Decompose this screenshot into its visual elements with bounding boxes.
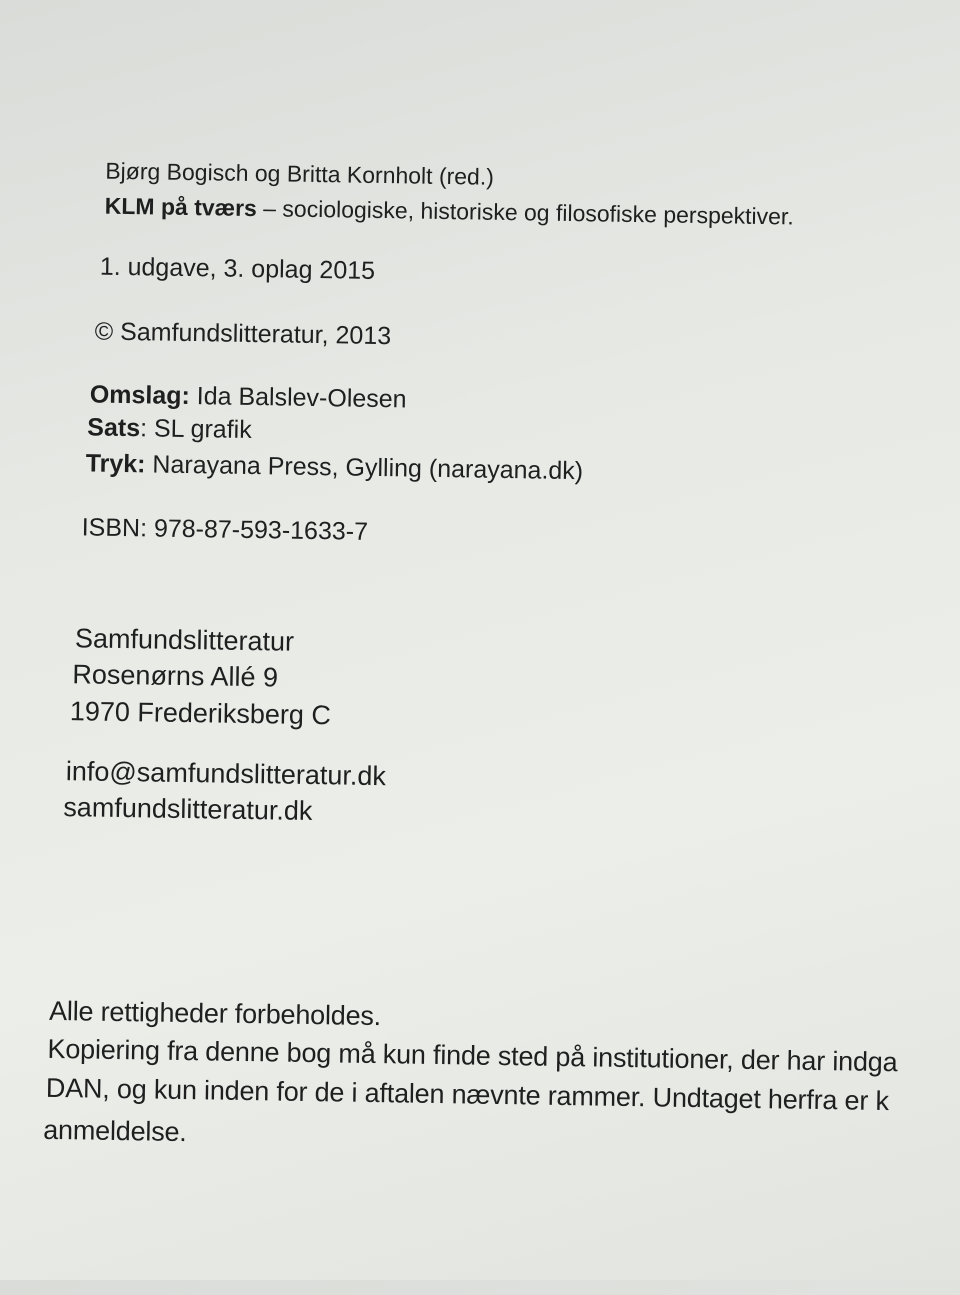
legal-line-4: [43, 1114, 187, 1148]
credit-print-label: Tryk:: [85, 449, 146, 479]
publisher-city: [70, 698, 332, 729]
book-title: KLM på tværs: [104, 192, 258, 222]
legal-rights-text: Alle rettigheder forbeholdes.: [48, 995, 382, 1032]
publisher-website-text: samfundslitteratur.dk: [63, 792, 313, 827]
credit-print-value: Narayana Press, Gylling (narayana.dk): [145, 450, 584, 486]
legal-copying-text: Kopiering fra denne bog må kun finde sted på institutioner, der har indga: [47, 1033, 898, 1078]
legal-line-3: [45, 1072, 890, 1117]
credit-cover-label: Omslag:: [89, 380, 191, 411]
publisher-website: [63, 794, 313, 825]
credit-typesetting-value: : SL grafik: [139, 414, 252, 445]
credit-print: [86, 451, 584, 484]
legal-agreement-text: DAN, og kun inden for de i aftalen nævnte rammer. Undtaget herfra er k: [45, 1072, 890, 1117]
title-line: [104, 192, 794, 230]
editors-text: Bjørg Bogisch og Britta Kornholt (red.): [105, 157, 495, 190]
publisher-name-text: Samfundslitteratur: [74, 623, 295, 657]
editors-line: [105, 157, 495, 190]
credit-cover: [90, 382, 407, 412]
edition-text: 1. udgave, 3. oplag 2015: [99, 252, 376, 285]
credit-typesetting-label: Sats: [87, 413, 141, 443]
publisher-city-text: 1970 Frederiksberg C: [69, 696, 332, 731]
legal-line-1: [48, 995, 382, 1032]
publisher-name: [75, 625, 295, 655]
book-subtitle: – sociologiske, historiske og filosofiske perspektiver.: [256, 195, 794, 230]
copyright-text: © Samfundslitteratur, 2013: [94, 317, 392, 351]
legal-review-text: anmeldelse.: [43, 1114, 187, 1148]
credit-typesetting: [87, 415, 252, 443]
copyright-line: [94, 317, 392, 351]
publisher-email: [66, 758, 386, 790]
isbn-line: [82, 515, 369, 544]
isbn-text: ISBN: 978-87-593-1633-7: [81, 513, 369, 546]
publisher-street-text: Rosenørns Allé 9: [72, 659, 279, 693]
publisher-email-text: info@samfundslitteratur.dk: [65, 756, 387, 792]
legal-line-2: [47, 1033, 898, 1078]
publisher-street: [72, 661, 278, 691]
credit-cover-value: Ida Balslev-Olesen: [189, 382, 407, 414]
edition-line: [99, 252, 376, 285]
